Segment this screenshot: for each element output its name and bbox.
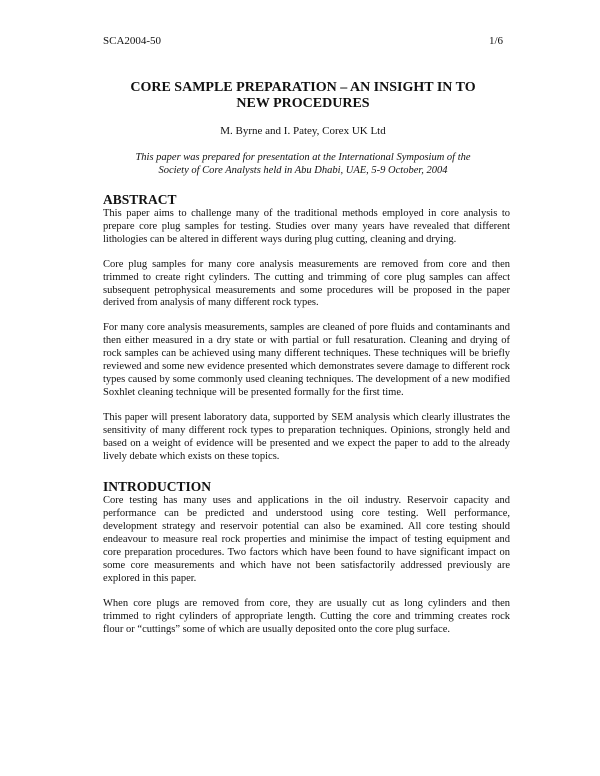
abstract-paragraph: This paper aims to challenge many of the traditional methods employed in core analysis to prepare core plug samples for testing. Studies over many years have revealed that different lithologies can be altered in different ways during plug cutting, cleaning and drying. bbox=[103, 208, 510, 245]
page-number: 1/6 bbox=[488, 35, 503, 47]
introduction-paragraph: Core testing has many uses and applications in the oil industry. Reservoir capacity and performance can be predicted and understood using core testing. Well performance, development strategy and reservoir potential can also be examined. All core testing should endeavour to measure real rock properties and minimise the impact of testing equipment and core preparation procedures. Two factors which have been found to have significant impact on some core measurements and which have not been satisfactorily addressed previously are explored in this paper. bbox=[103, 495, 510, 584]
abstract-paragraph: This paper will present laboratory data, supported by SEM analysis which clearly illustrates the sensitivity of many different rock types to preparation techniques. Opinions, strongly held and based on a weight of evidence will be presented and we expect the paper to add to the already lively debate which exists on these topics. bbox=[103, 411, 510, 462]
authors: M. Byrne and I. Patey, Corex UK Ltd bbox=[220, 125, 386, 137]
presentation-note bbox=[103, 151, 503, 177]
abstract-paragraph: Core plug samples for many core analysis measurements are removed from core and then trimmed to create right cylinders. The cutting and trimming of core plug samples can affect subsequent petrophysical measurements and some procedures will be proposed in the paper derived from analysis of many different rock types. bbox=[103, 258, 510, 309]
note-line: This paper was prepared for presentation at the International Symposium of the bbox=[135, 152, 471, 163]
paper-body bbox=[103, 192, 510, 648]
introduction-paragraph: When core plugs are removed from core, they are usually cut as long cylinders and then trimmed to right cylinders of appropriate length. Cutting the core and trimming creates rock flour or “cuttings” some of which are usually deposited onto the core plug surface. bbox=[103, 597, 510, 635]
paper-title bbox=[103, 80, 503, 112]
abstract-section bbox=[103, 192, 510, 463]
title-line: CORE SAMPLE PREPARATION – AN INSIGHT IN TO bbox=[130, 80, 476, 95]
note-line: Society of Core Analysts held in Abu Dhabi, UAE, 5-9 October, 2004 bbox=[158, 165, 448, 176]
page-header bbox=[103, 35, 503, 47]
abstract-paragraph: For many core analysis measurements, samples are cleaned of pore fluids and contaminants and then either measured in a dry state or with partial or full resaturation. Cleaning and drying of rock samples can be achieved using many different techniques. These techniques will be briefly reviewed and some new evidence presented which demonstrates severe damage to different rock types caused by some commonly used cleaning techniques. The development of a new modified Soxhlet cleaning technique will be presented formally for the first time. bbox=[103, 322, 510, 398]
introduction-heading: INTRODUCTION bbox=[103, 479, 212, 495]
abstract-heading: ABSTRACT bbox=[103, 192, 177, 207]
document-id: SCA2004-50 bbox=[103, 35, 162, 47]
introduction-section bbox=[103, 479, 510, 636]
title-line: NEW PROCEDURES bbox=[236, 96, 370, 111]
